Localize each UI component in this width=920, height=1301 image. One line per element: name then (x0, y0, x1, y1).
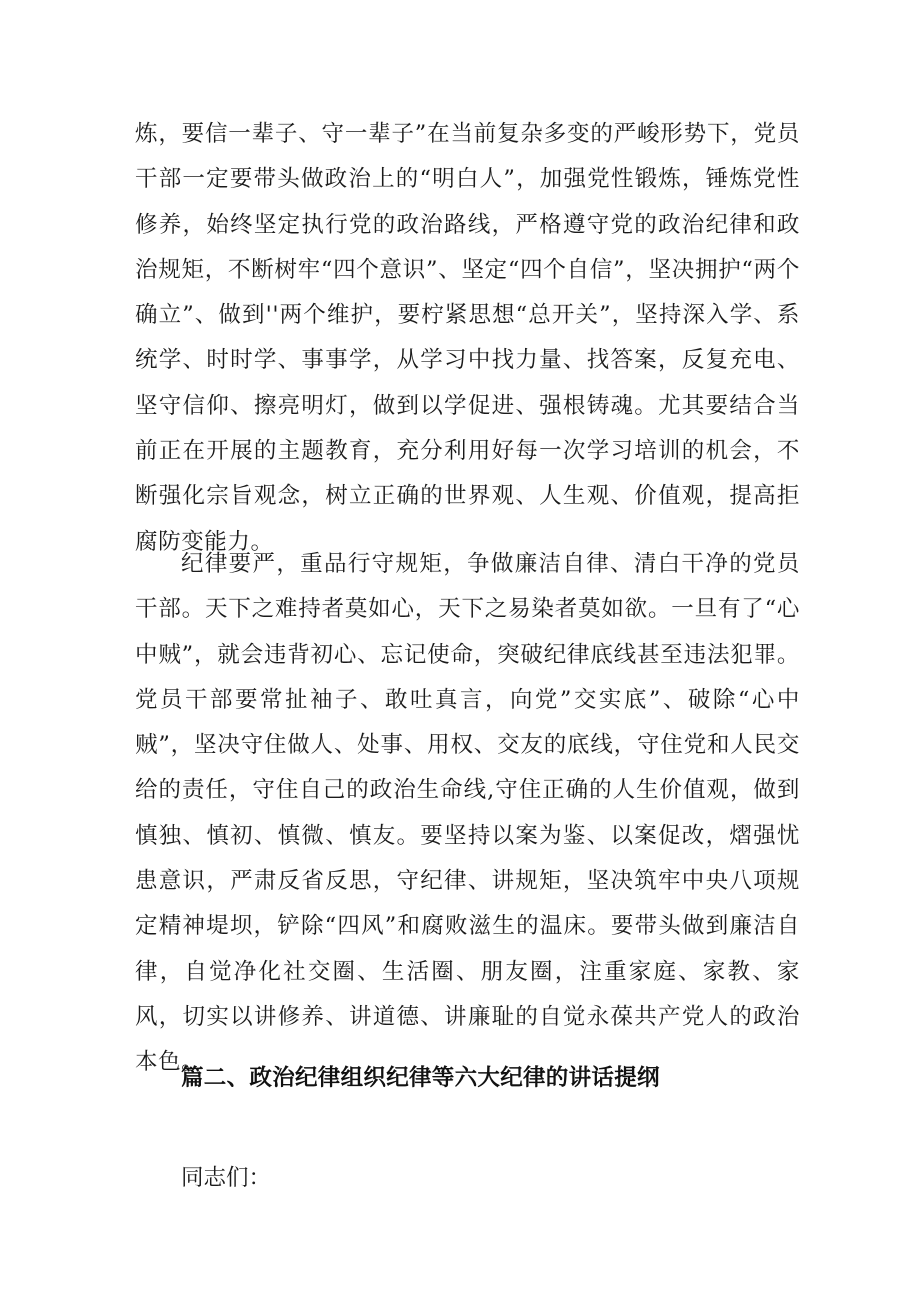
section-heading: 篇二、政治纪律组织纪律等六大纪律的讲话提纲 (181, 1065, 660, 1091)
salutation: 同志们： (181, 1165, 272, 1191)
body-paragraph-1: 炼，要信一辈子、守一辈子”在当前复杂多变的严峻形势下，党员干部一定要带头做政治上的“明白人”，加强党性锻炼，锤炼党性修养，始终坚定执行党的政治路线，严格遵守党的政治纪律和政治规矩，不断树牢“四个意识”、坚定“四个自信”，坚决拥护“两个确立”、做到''两个维护，要柠紧思想“总开关”，坚持深入学、系统学、时时学、事事学，从学习中找力量、找答案，反复充电、坚守信仰、擦亮明灯，做到以学促进、强根铸魂。尤其要结合当前正在开展的主题教育，充分利用好每一次学习培训的机会，不断强化宗旨观念，树立正确的世界观、人生观、价值观，提高拒腐防变能力。 (135, 121, 800, 555)
body-paragraph-2: 纪律要严，重品行守规矩，争做廉洁自律、清白干净的党员干部。天下之难持者莫如心，天下之易染者莫如欲。一旦有了“心中贼”，就会违背初心、忘记使命，突破纪律底线甚至违法犯罪。党员干部要常扯袖子、敢吐真言，向党”交实底”、破除“心中贼”，坚决守住做人、处事、用权、交友的底线，守住党和人民交给的责任，守住自己的政治生命线,守住正确的人生价值观，做到慎独、慎初、慎微、慎友。要坚持以案为鉴、以案促改，熠强忧患意识，严肃反省反思，守纪律、讲规矩，坚决筑牢中央八项规定精神堤坝，铲除“四风”和腐败滋生的温床。要带头做到廉洁自律，自觉净化社交圈、生活圈、朋友圈，注重家庭、家教、家风，切实以讲修养、讲道德、讲廉耻的自觉永葆共产党人的政治本色。 (135, 551, 800, 1076)
